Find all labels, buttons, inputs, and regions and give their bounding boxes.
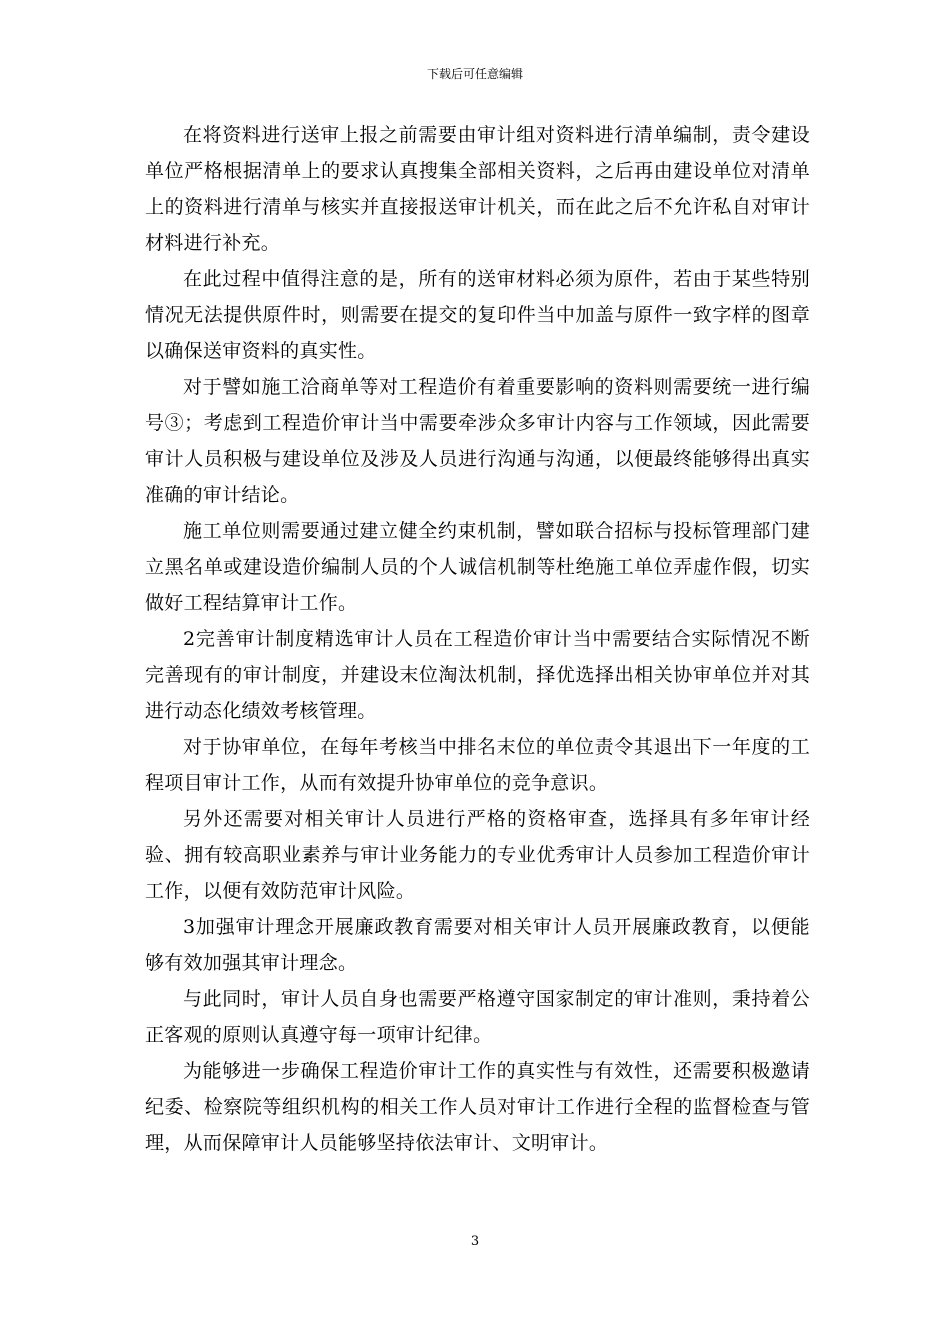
paragraph-7: 另外还需要对相关审计人员进行严格的资格审查，选择具有多年审计经验、拥有较高职业素养与审计业务能力的专业优秀审计人员参加工程造价审计工作，以便有效防范审计风险。	[145, 808, 810, 902]
paragraph-4: 施工单位则需要通过建立健全约束机制，譬如联合招标与投标管理部门建立黑名单或建设造价编制人员的个人诚信机制等杜绝施工单位弄虚作假，切实做好工程结算审计工作。	[145, 520, 810, 614]
paragraph-1: 在将资料进行送审上报之前需要由审计组对资料进行清单编制，责令建设单位严格根据清单上的要求认真搜集全部相关资料，之后再由建设单位对清单上的资料进行清单与核实并直接报送审计机关，而在此之后不允许私自对审计材料进行补充。	[145, 124, 810, 254]
paragraph-2: 在此过程中值得注意的是，所有的送审材料必须为原件，若由于某些特别情况无法提供原件时，则需要在提交的复印件当中加盖与原件一致字样的图章以确保送审资料的真实性。	[145, 268, 810, 362]
paragraph-8: 3加强审计理念开展廉政教育需要对相关审计人员开展廉政教育，以便能够有效加强其审计理念。	[145, 916, 810, 974]
document-body	[145, 117, 810, 1161]
paragraph-3: 对于譬如施工洽商单等对工程造价有着重要影响的资料则需要统一进行编号③；考虑到工程造价审计当中需要牵涉众多审计内容与工作领域，因此需要审计人员积极与建设单位及涉及人员进行沟通与沟通，以便最终能够得出真实准确的审计结论。	[145, 376, 810, 506]
paragraph-10: 为能够进一步确保工程造价审计工作的真实性与有效性，还需要积极邀请纪委、检察院等组织机构的相关工作人员对审计工作进行全程的监督检查与管理，从而保障审计人员能够坚持依法审计、文明审计。	[145, 1060, 810, 1154]
paragraph-5: 2完善审计制度精选审计人员在工程造价审计当中需要结合实际情况不断完善现有的审计制度，并建设末位淘汰机制，择优选择出相关协审单位并对其进行动态化绩效考核管理。	[145, 628, 810, 722]
page-header: 下载后可任意编辑	[426, 67, 523, 81]
paragraph-9: 与此同时，审计人员自身也需要严格遵守国家制定的审计准则，秉持着公正客观的原则认真遵守每一项审计纪律。	[145, 988, 810, 1046]
paragraph-6: 对于协审单位，在每年考核当中排名末位的单位责令其退出下一年度的工程项目审计工作，从而有效提升协审单位的竞争意识。	[145, 736, 810, 794]
page-number: 3	[470, 1234, 480, 1249]
